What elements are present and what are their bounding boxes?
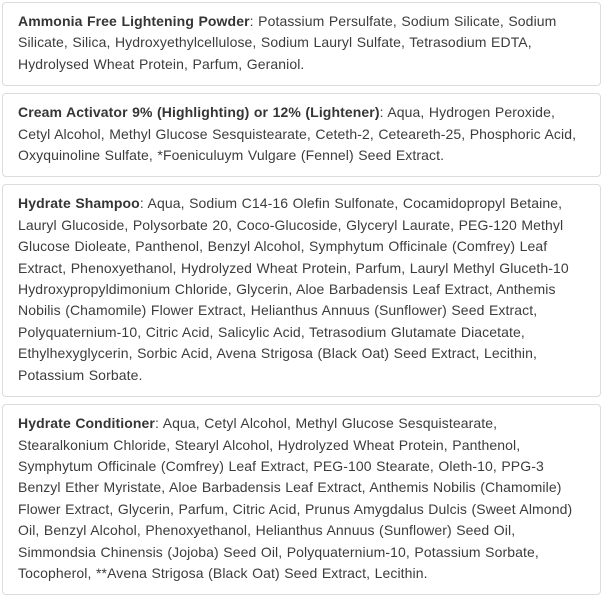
ingredient-paragraph	[18, 11, 586, 75]
product-name: Hydrate Shampoo	[18, 195, 140, 212]
ingredient-card-cream-activator	[2, 93, 601, 177]
ingredient-card-hydrate-shampoo	[2, 184, 601, 397]
product-name: Cream Activator 9% (Highlighting) or 12% (Lightener)	[18, 104, 380, 121]
ingredient-list: Aqua, Hydrogen Peroxide, Cetyl Alcohol, Methyl Glucose Sesquistearate, Ceteth-2, Ceteareth-25, Phosphoric Acid, Oxyquinoline Sulfate, *Foeniculuym Vulgare (Fennel) Seed Extract.	[18, 104, 577, 164]
ingredient-list: Aqua, Cetyl Alcohol, Methyl Glucose Sesquistearate, Stearalkonium Chloride, Stearyl Alcohol, Hydrolyzed Wheat Protein, Panthenol, Symphytum Officinale (Comfrey) Leaf Extract, PEG-100 Stearate, Oleth-10, PPG-3 Benzyl Ether Myristate, Aloe Barbadensis Leaf Extract, Anthemis Nobilis (Chamomile) Flower Extract, Glycerin, Parfum, Citric Acid, Prunus Amygdalus Dulcis (Sweet Almond) Oil, Benzyl Alcohol, Phenoxyethanol, Helianthus Annuus (Sunflower) Seed Oil, Simmondsia Chinensis (Jojoba) Seed Oil, Polyquaternium-10, Potassium Sorbate, Tocopherol, **Avena Strigosa (Black Oat) Seed Extract, Lecithin.	[18, 415, 573, 581]
product-name: Ammonia Free Lightening Powder	[18, 13, 250, 29]
title-separator: :	[249, 13, 259, 29]
ingredient-card-hydrate-conditioner	[2, 404, 601, 595]
title-separator: :	[379, 104, 388, 121]
title-separator: :	[139, 195, 148, 212]
ingredient-paragraph	[18, 413, 586, 584]
ingredient-list: Aqua, Sodium C14-16 Olefin Sulfonate, Cocamidopropyl Betaine, Lauryl Glucoside, Polysorbate 20, Coco-Glucoside, Glyceryl Laurate, PEG-120 Methyl Glucose Dioleate, Panthenol, Benzyl Alcohol, Symphytum Officinale (Comfrey) Leaf Extract, Phenoxyethanol, Hydrolyzed Wheat Protein, Parfum, Lauryl Methyl Gluceth-10 Hydroxypropyldimonium Chloride, Glycerin, Aloe Barbadensis Leaf Extract, Anthemis Nobilis (Chamomile) Flower Extract, Helianthus Annuus (Sunflower) Seed Extract, Polyquaternium-10, Citric Acid, Salicylic Acid, Tetrasodium Glutamate Diacetate, Ethylhexyglycerin, Sorbic Acid, Avena Strigosa (Black Oat) Seed Extract, Lecithin, Potassium Sorbate.	[18, 195, 569, 383]
ingredient-card-lightening-powder	[2, 2, 601, 86]
ingredient-lists-page	[2, 2, 601, 595]
ingredient-list: Potassium Persulfate, Sodium Silicate, Sodium Silicate, Silica, Hydroxyethylcellulose, Sodium Lauryl Sulfate, Tetrasodium EDTA, Hydrolysed Wheat Protein, Parfum, Geraniol.	[18, 13, 557, 72]
product-name: Hydrate Conditioner	[18, 415, 155, 432]
ingredient-paragraph	[18, 193, 586, 386]
title-separator: :	[154, 415, 163, 432]
ingredient-paragraph	[18, 102, 586, 166]
